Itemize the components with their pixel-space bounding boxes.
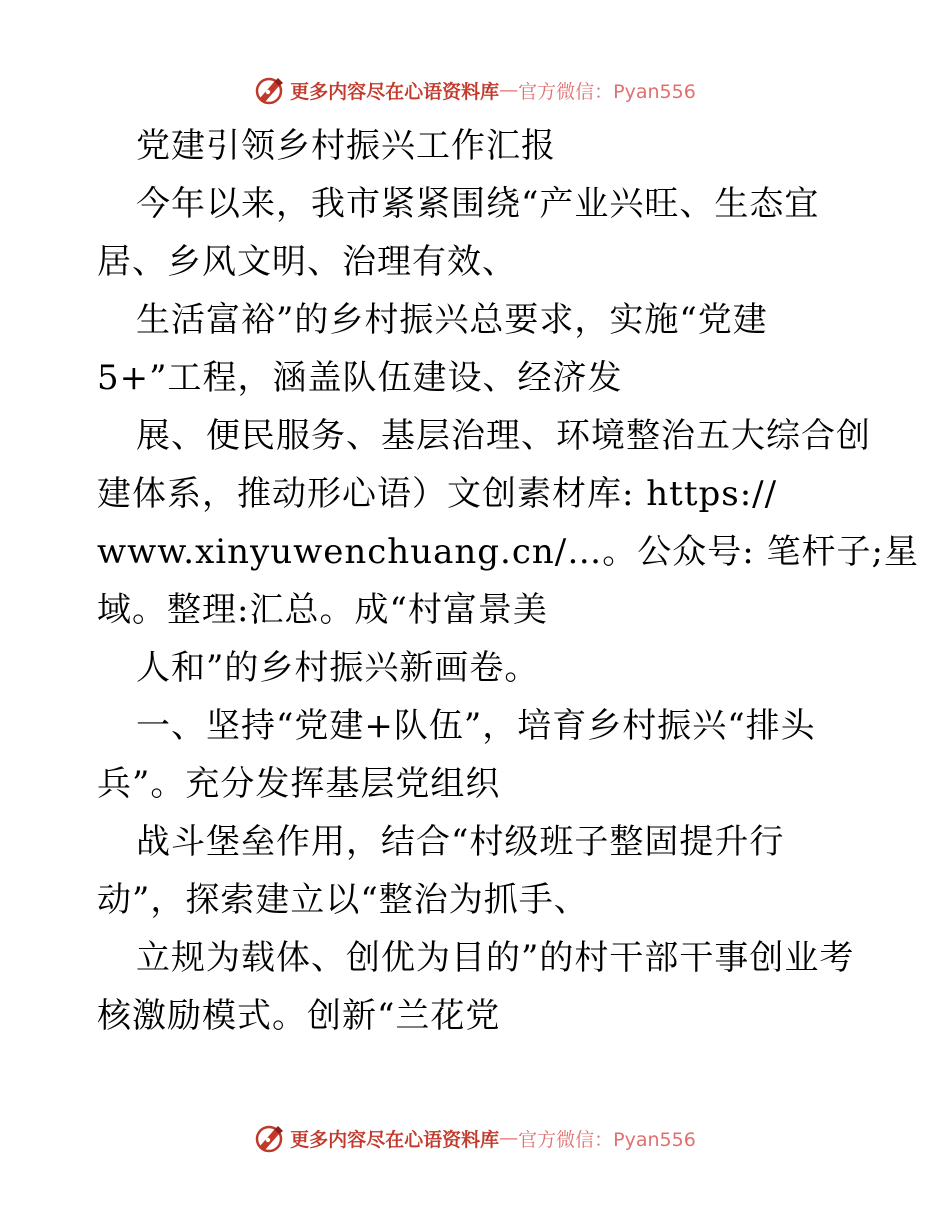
text-line: www.xinyuwenchuang.cn/…。公众号: 笔杆子;星: [97, 532, 919, 572]
banner-wechat: 官方微信：Pyan556: [518, 80, 696, 103]
text-line: 建体系，推动形心语）文创素材库: https://: [97, 474, 778, 514]
text-line: 兵”。充分发挥基层党组织: [97, 764, 501, 804]
red-pen-circle-logo-icon: [254, 1122, 286, 1154]
banner-wechat: 官方微信：Pyan556: [518, 1128, 696, 1151]
text-line: 5+”工程，涵盖队伍建设、经济发: [97, 358, 623, 398]
footer-banner: [0, 1118, 950, 1158]
text-line: 人和”的乡村振兴新画卷。: [136, 648, 540, 688]
document-title: 党建引领乡村振兴工作汇报: [136, 126, 556, 166]
text-line: 一、坚持“党建+队伍”，培育乡村振兴“排头: [136, 706, 816, 746]
text-line: 立规为载体、创优为目的”的村干部干事创业考: [136, 938, 855, 978]
text-line: 展、便民服务、基层治理、环境整治五大综合创: [136, 416, 871, 456]
banner-title: 更多内容尽在心语资料库: [290, 80, 500, 103]
banner-separator: —: [499, 79, 519, 101]
text-line: 今年以来，我市紧紧围绕“产业兴旺、生态宜: [136, 184, 820, 224]
banner-separator: —: [499, 1127, 519, 1149]
header-banner: [0, 70, 950, 110]
text-line: 战斗堡垒作用，结合“村级班子整固提升行: [136, 822, 785, 862]
red-pen-circle-logo-icon: [254, 74, 286, 106]
text-line: 域。整理:汇总。成“村富景美: [97, 590, 548, 630]
text-line: 核激励模式。创新“兰花党: [97, 996, 501, 1036]
banner-title: 更多内容尽在心语资料库: [290, 1128, 500, 1151]
text-line: 动”，探索建立以“整治为抓手、: [97, 880, 589, 920]
text-line: 生活富裕”的乡村振兴总要求，实施“党建: [136, 300, 768, 340]
text-line: 居、乡风文明、治理有效、: [97, 242, 517, 282]
